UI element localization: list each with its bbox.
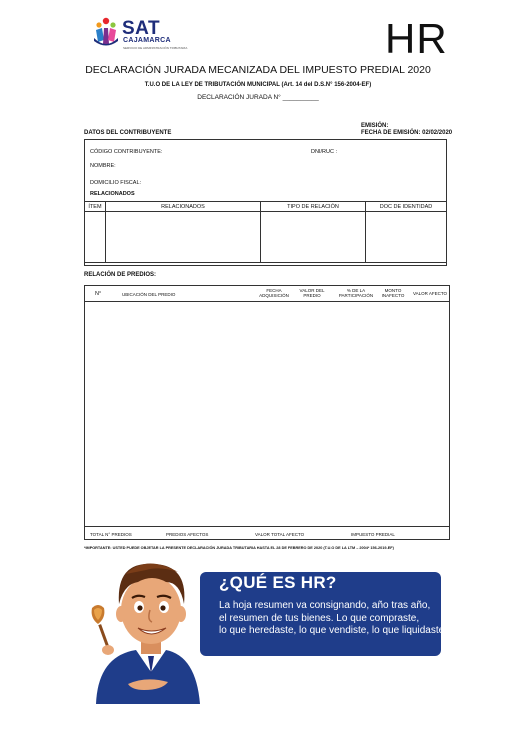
related-cell — [106, 212, 261, 263]
prop-affected-label: PREDIOS AFECTOS — [166, 532, 209, 537]
mascot-icon — [86, 552, 206, 704]
prop-total-value-label: VALOR TOTAL AFECTO — [255, 532, 305, 537]
prop-col-acquisition-line1: FECHA — [266, 288, 282, 293]
logo-tagline: SERVICIO DE ADMINISTRACIÓN TRIBUTARIA — [123, 46, 188, 50]
related-col-item: ÍTEM — [85, 202, 106, 212]
prop-col-acquisition-line2: ADQUISICIÓN — [259, 293, 289, 298]
prop-col-share-line2: PARTICIPACIÓN — [338, 293, 374, 298]
prop-header-divider — [85, 301, 449, 302]
info-line-3: lo que heredaste, lo que vendiste, lo que liquidaste. — [219, 625, 447, 636]
logo-name: SAT — [122, 18, 161, 39]
related-label: RELACIONADOS — [90, 191, 135, 197]
prop-total-label: TOTAL N° PREDIOS — [90, 532, 132, 537]
dni-ruc-label: DNI/RUC : — [311, 149, 337, 155]
related-cell — [366, 212, 447, 263]
related-cell — [261, 212, 366, 263]
properties-section-label: RELACIÓN DE PREDIOS: — [84, 272, 157, 278]
prop-col-exempt-line2: INAFECTO — [381, 293, 405, 298]
prop-col-number: N° — [95, 291, 102, 297]
related-table — [84, 201, 447, 263]
related-col-id-doc: DOC DE IDENTIDAD — [366, 202, 447, 212]
emission-label: EMISIÓN: — [361, 123, 389, 129]
document-subtitle: T.U.O DE LA LEY DE TRIBUTACIÓN MUNICIPAL (Art. 14 del D.S.N° 156-2004-EF) — [144, 82, 372, 88]
prop-col-acquisition — [256, 288, 292, 298]
logo-sub: CAJAMARCA — [123, 37, 171, 44]
declaration-number: DECLARACIÓN JURADA N° __________ — [197, 94, 319, 101]
info-title: ¿QUÉ ES HR? — [219, 573, 337, 592]
sat-logo-mark-icon — [92, 16, 120, 48]
contributor-code-label: CÓDIGO CONTRIBUYENTE: — [90, 149, 163, 155]
contributor-section-label: DATOS DEL CONTRIBUYENTE — [84, 130, 172, 136]
emission-date: FECHA DE EMISIÓN: 02/02/2020 — [361, 130, 453, 136]
prop-col-share — [335, 288, 377, 298]
prop-col-exempt-line1: MONTO — [384, 288, 402, 293]
prop-col-location: UBICACIÓN DEL PREDIO — [122, 292, 176, 297]
prop-col-value-line1: VALOR DEL — [299, 288, 325, 293]
important-note: *IMPORTANTE: USTED PUEDE OBJETAR LA PRESENTE DECLARACIÓN JURADA TRIBUTARIA HASTA EL 28 DE FEBRERO DE 2020 (T.U.O DE LA LTM – 2004* 156-2019-EF) — [84, 546, 394, 550]
emission-block — [361, 123, 452, 137]
prop-col-value-line2: PREDIO — [303, 293, 321, 298]
prop-col-taxable: VALOR AFECTO — [412, 291, 448, 296]
related-col-related: RELACIONADOS — [106, 202, 261, 212]
properties-table — [84, 285, 450, 540]
info-line-2: el resumen de tus bienes. Lo que compraste, — [219, 612, 420, 624]
address-label: DOMICILIO FISCAL: — [90, 180, 142, 186]
info-line-1: La hoja resumen va consignando, año tras año, — [219, 600, 431, 611]
info-text — [219, 600, 447, 638]
form-code: HR — [385, 15, 448, 62]
sat-logo — [92, 16, 188, 56]
document-title: DECLARACIÓN JURADA MECANIZADA DEL IMPUESTO PREDIAL 2020 — [85, 64, 431, 76]
prop-col-exempt — [379, 288, 407, 298]
prop-col-value — [295, 288, 329, 298]
related-col-relation-type: TIPO DE RELACIÓN — [261, 202, 366, 212]
name-label: NOMBRE: — [90, 163, 116, 169]
prop-footer-divider — [85, 526, 449, 527]
related-cell — [85, 212, 106, 263]
prop-tax-label: IMPUESTO PREDIAL — [351, 532, 395, 537]
prop-col-share-line1: % DE LA — [346, 288, 366, 293]
